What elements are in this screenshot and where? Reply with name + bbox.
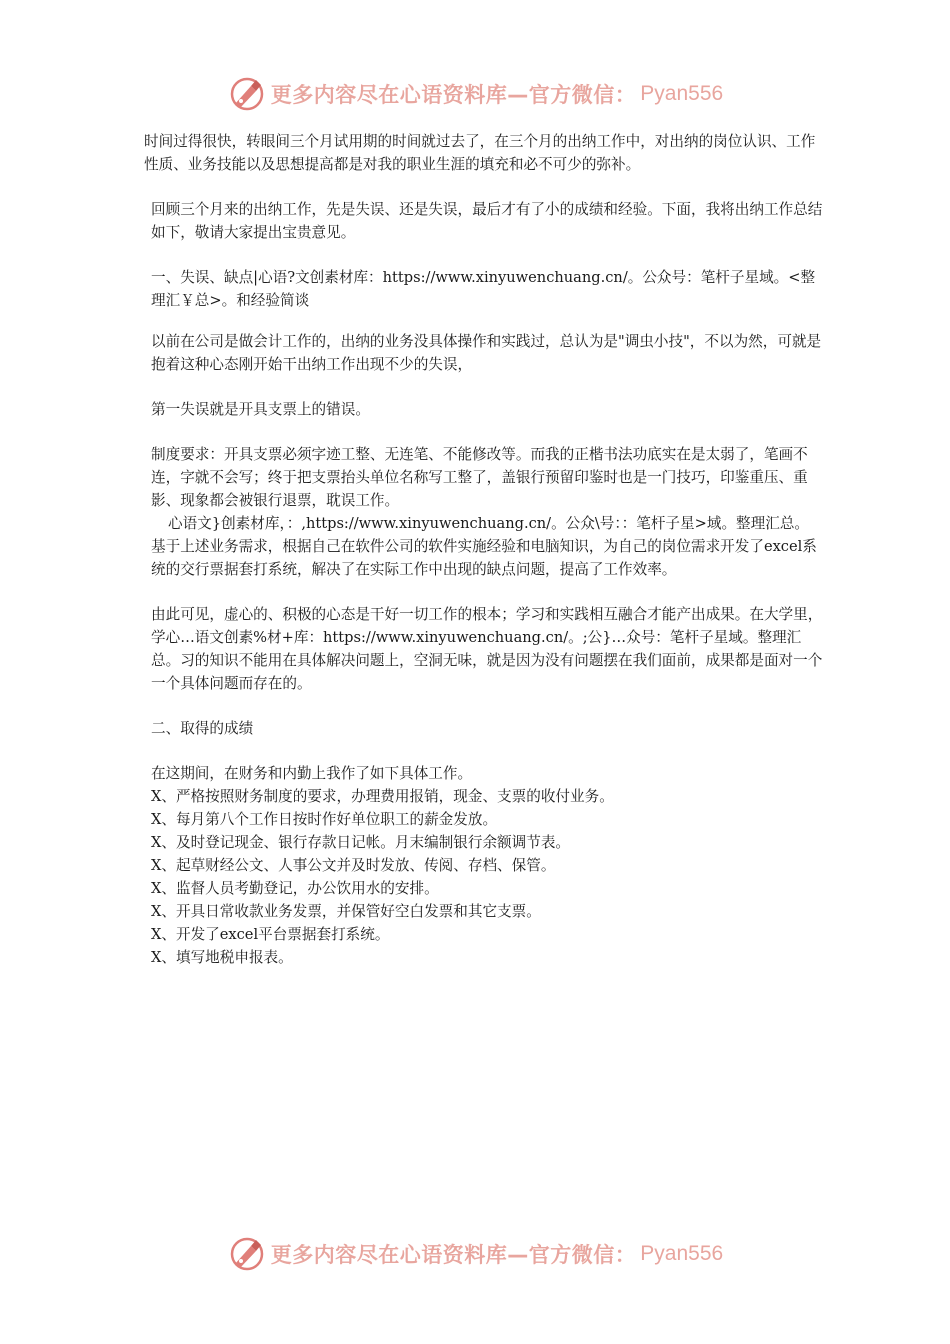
paragraph-review: 回顾三个月来的出纳工作，先是失误、还是失误，最后才有了小的成绩和经验。下面，我将出纳工作总结如下，敬请大家提出宝贵意见。 bbox=[151, 201, 823, 241]
footer-wechat-id: Pyan556 bbox=[640, 1242, 724, 1265]
header-wechat-id: Pyan556 bbox=[640, 82, 724, 105]
paragraph-background: 以前在公司是做会计工作的，出纳的业务没具体操作和实践过，总认为是"调虫小技"，不以为然，可就是抱着这种心态刚开始干出纳工作出现不少的失误， bbox=[151, 333, 822, 373]
paragraph-watermark-text: 心语文}创素材库，：,https://www.xinyuwenchuang.cn/。公众\号：：笔杆子星>域。整理汇总。 bbox=[168, 515, 810, 532]
paragraph-work-intro: 在这期间，在财务和内勤上我作了如下具体工作。 bbox=[151, 765, 473, 782]
paragraph-rules: 制度要求：开具支票必须字迹工整、无连笔、不能修改等。而我的正楷书法功底实在是太弱了，笔画不连，字就不会写；终于把支票抬头单位名称写工整了，盖银行预留印鉴时也是一门技巧，印鉴重压、重影、现象都会被银行退票，耽误工作。 bbox=[151, 446, 808, 509]
section-heading-achievements: 二、取得的成绩 bbox=[151, 720, 254, 737]
list-item: X、严格按照财务制度的要求，办理费用报销，现金、支票的收付业务。 bbox=[151, 788, 614, 805]
list-item: X、开发了excel平台票据套打系统。 bbox=[151, 926, 390, 943]
list-item: X、每月第八个工作日按时作好单位职工的薪金发放。 bbox=[151, 811, 498, 828]
header-banner bbox=[0, 70, 950, 118]
footer-banner-inner bbox=[227, 1234, 723, 1274]
list-item: X、开具日常收款业务发票，并保管好空白发票和其它支票。 bbox=[151, 903, 541, 920]
footer-banner-text: 更多内容尽在心语资料库—官方微信： bbox=[270, 1243, 637, 1267]
list-item: X、监督人员考勤登记，办公饮用水的安排。 bbox=[151, 880, 439, 897]
list-item: X、填写地税申报表。 bbox=[151, 949, 293, 966]
list-item: X、起草财经公文、人事公文并及时发放、传阅、存档、保管。 bbox=[151, 857, 556, 874]
document-body bbox=[144, 130, 828, 969]
section-heading-mistakes: 一、失误、缺点|心语?文创素材库：https://www.xinyuwenchuang.cn/。公众号：笔杆子星域。<整理汇￥总>。和经验简谈 bbox=[151, 269, 816, 309]
pen-logo-icon bbox=[227, 1234, 267, 1274]
pen-logo-icon bbox=[227, 74, 267, 114]
paragraph-conclusion: 由此可见，虚心的、积极的心态是干好一切工作的根本；学习和实践相互融合才能产出成果。在大学里，学心…语文创素%材+库：https://www.xinyuwenchuang.cn/。;公}…众号：笔杆子星域。整理汇总。习的知识不能用在具体解决问题上，空洞无味，就是因为没有问题摆在我们面前，成果都是面对一个一个具体问题而存在的。 bbox=[151, 606, 823, 692]
header-banner-text: 更多内容尽在心语资料库—官方微信： bbox=[270, 83, 637, 107]
paragraph-solution: 基于上述业务需求，根据自己在软件公司的软件实施经验和电脑知识，为自己的岗位需求开发了excel系统的交行票据套打系统，解决了在实际工作中出现的缺点问题，提高了工作效率。 bbox=[151, 538, 817, 578]
paragraph-first-mistake: 第一失误就是开具支票上的错误。 bbox=[151, 401, 370, 418]
paragraph-intro: 时间过得很快，转眼间三个月试用期的时间就过去了，在三个月的出纳工作中，对出纳的岗位认识、工作性质、业务技能以及思想提高都是对我的职业生涯的填充和必不可少的弥补。 bbox=[144, 133, 816, 173]
header-banner-inner bbox=[227, 74, 723, 114]
list-item: X、及时登记现金、银行存款日记帐。月末编制银行余额调节表。 bbox=[151, 834, 571, 851]
footer-banner bbox=[0, 1230, 950, 1278]
